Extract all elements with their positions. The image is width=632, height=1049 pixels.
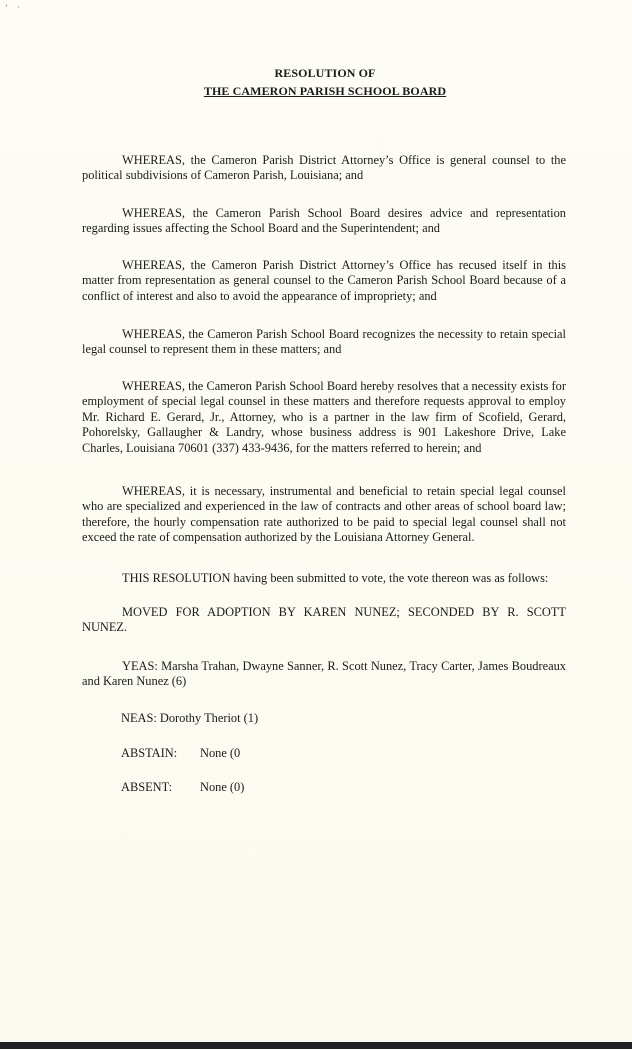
absent-value: None (0) <box>200 780 245 794</box>
whereas-paragraph-5: WHEREAS, the Cameron Parish School Board hereby resolves that a necessity exists for employment of special legal counsel in these matters and therefore requests approval to employ Mr. Richard E. Gerard, Jr., Attorney, who is a partner in the law firm of Scofield, Gerard, Pohorelsky, Gallaugher & Landry, whose business address is 901 Lakeshore Drive, Lake Charles, Louisiana 70601 (337) 433-9436, for the matters referred to herein; and <box>82 379 566 455</box>
scan-specks: ’ · <box>5 3 20 12</box>
whereas-paragraph-3: WHEREAS, the Cameron Parish District Attorney’s Office has recused itself in this matter from representation as general counsel to the Cameron Parish School Board because of a conflict of interest and also to avoid the appearance of impropriety; and <box>82 258 566 303</box>
abstain-label: ABSTAIN: <box>121 746 178 760</box>
resolution-title: RESOLUTION OF <box>274 66 376 80</box>
whereas-paragraph-6: WHEREAS, it is necessary, instrumental and beneficial to retain special legal counsel who are specialized and experienced in the law of contracts and other areas of school board law; therefore, the hourly compensation rate authorized to be paid to special legal counsel shall not exceed the rate of compensation authorized by the Louisiana Attorney General. <box>82 484 566 545</box>
absent-line <box>121 780 244 795</box>
motion-paragraph: MOVED FOR ADOPTION BY KAREN NUNEZ; SECONDED BY R. SCOTT NUNEZ. <box>82 605 566 635</box>
absent-label: ABSENT: <box>121 780 173 794</box>
whereas-paragraph-1: WHEREAS, the Cameron Parish District Attorney’s Office is general counsel to the political subdivisions of Cameron Parish, Louisiana; and <box>82 153 566 183</box>
whereas-paragraph-4: WHEREAS, the Cameron Parish School Board recognizes the necessity to retain special legal counsel to represent them in these matters; and <box>82 327 566 357</box>
abstain-line <box>121 746 240 761</box>
neas-line: NEAS: Dorothy Theriot (1) <box>121 711 259 725</box>
abstain-value: None (0 <box>200 746 241 760</box>
yeas-paragraph: YEAS: Marsha Trahan, Dwayne Sanner, R. Scott Nunez, Tracy Carter, James Boudreaux and Karen Nunez (6) <box>82 659 566 689</box>
whereas-paragraph-2: WHEREAS, the Cameron Parish School Board desires advice and representation regarding issues affecting the School Board and the Superintendent; and <box>82 206 566 236</box>
scan-bottom-edge <box>0 1042 632 1049</box>
resolution-subtitle: THE CAMERON PARISH SCHOOL BOARD <box>203 84 447 98</box>
vote-intro-paragraph: THIS RESOLUTION having been submitted to vote, the vote thereon was as follows: <box>122 571 549 585</box>
